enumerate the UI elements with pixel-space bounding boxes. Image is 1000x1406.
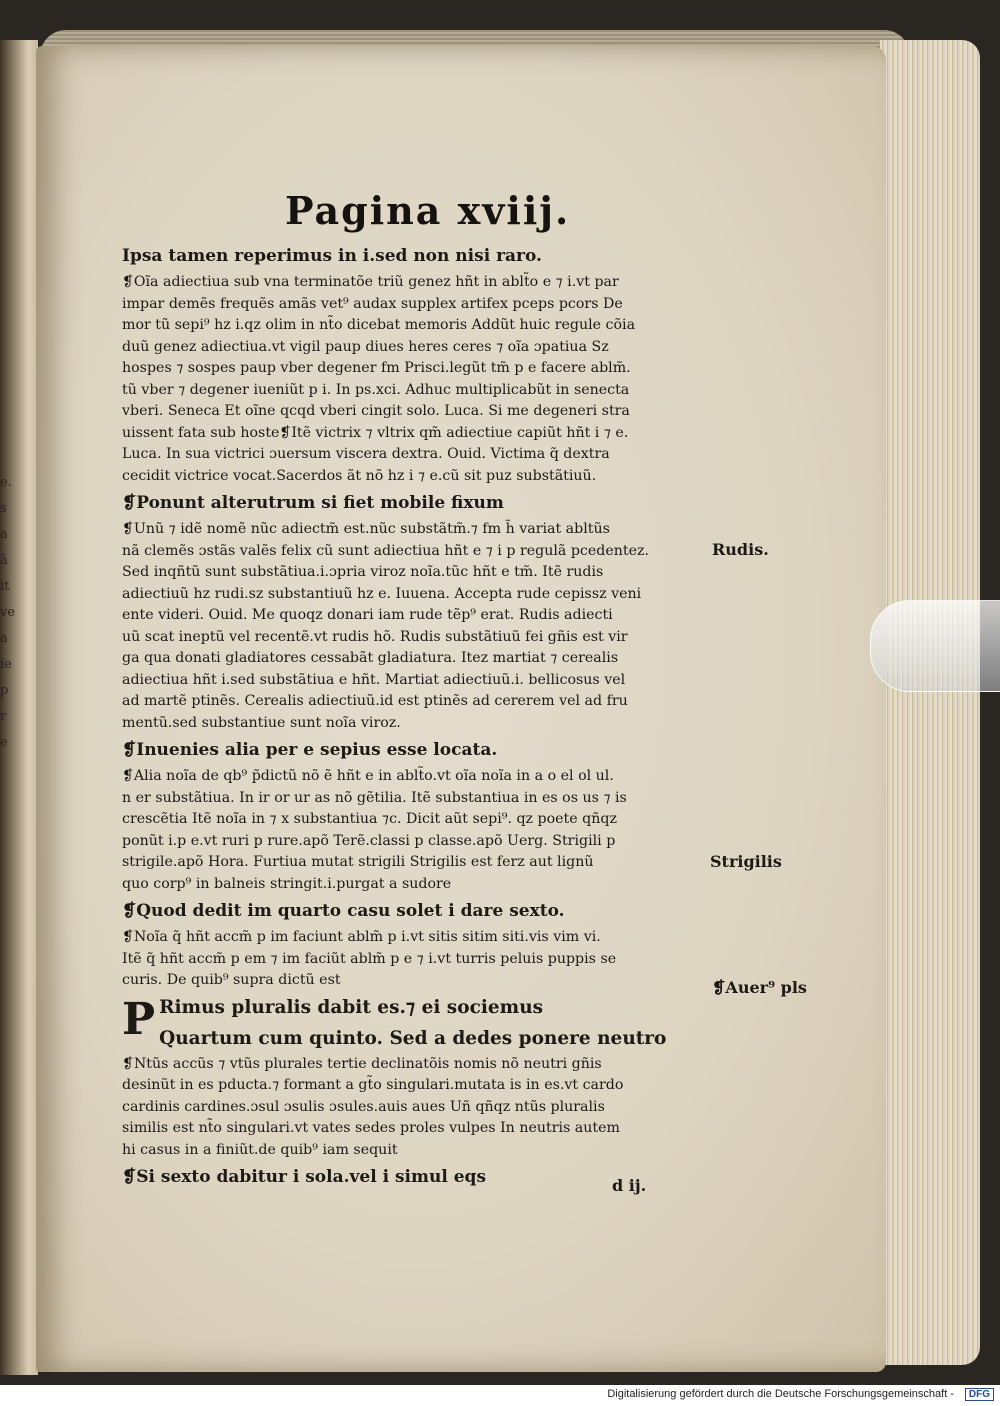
- margin-note-rudis: Rudis.: [712, 540, 769, 559]
- text-line: ad martẽ ptinẽs. Cerealis adiectiuũ.id est ptinẽs ad cererem vel ad fru: [122, 693, 628, 709]
- text-line: duũ genez adiectiua.vt vigil paup diues heres ceres ⁊ oĩa ɔpatiua Sz: [122, 338, 609, 355]
- text-line: ga qua donati gladiatores cessabãt gladiatura. Itez martiat ⁊ cerealis: [122, 650, 619, 666]
- page-header: Pagina xviij.: [285, 188, 571, 233]
- left-fragment: it: [0, 579, 10, 594]
- text-line: adiectiua hñt i.sed substãtiua e hñt. Martiat adiectiuũ.i. bellicosus vel: [122, 671, 626, 688]
- page-signature: d ij.: [612, 1176, 647, 1195]
- text-line: curis. De quib⁹ supra dictũ est: [122, 972, 341, 988]
- text-line: ❡Alia noĩa de qb⁹ p̃dictũ nõ ẽ hñt e in ablt̃o.vt oĩa noĩa in a o el ol ul.: [122, 768, 614, 784]
- left-fragment: a: [0, 527, 8, 542]
- verse-line: ❡Quod dedit im quarto casu solet i dare sexto.: [122, 901, 565, 921]
- text-line: ❡Ntũs accũs ⁊ vtũs plurales tertie declinatõis nomis nõ neutri gñis: [122, 1055, 602, 1072]
- text-line: uũ scat ineptũ vel recentẽ.vt rudis hõ. Rudis substãtiuũ fei gñis est vir: [122, 628, 628, 645]
- verse-line: ❡Inuenies alia per e sepius esse locata.: [122, 740, 498, 760]
- left-fragment: ie: [0, 657, 12, 672]
- footer-bar: [0, 1385, 1000, 1406]
- margin-note-strigilis: Strigilis: [710, 852, 782, 871]
- left-fragment: s: [0, 501, 7, 516]
- verse-line: ❡Ponunt alterutrum si fiet mobile fixum: [122, 493, 504, 513]
- text-line: ❡Oĩa adiectiua sub vna terminatõe triũ genez hñt in ablt̃o e ⁊ i.vt par: [122, 274, 619, 290]
- left-page-fragments: [0, 470, 22, 756]
- left-fragment: e: [0, 735, 8, 750]
- verse-text: Rimus pluralis dabit es.⁊ ei sociemus: [159, 996, 544, 1018]
- text-line: impar demẽs frequẽs amãs vet⁹ audax supplex artifex pceps pcors De: [122, 295, 623, 312]
- text-line: ponũt i.p e.vt ruri p rure.apõ Terẽ.classi p classe.apõ Uerg. Strigili p: [122, 832, 616, 849]
- body-text: [122, 240, 712, 1193]
- text-line: ❡Noĩa q̃ hñt accm̃ p im faciunt ablm̃ p i.vt sitis sitim siti.vis vim vi.: [122, 929, 601, 945]
- left-fragment: e.: [0, 475, 12, 490]
- text-line: Luca. In sua victrici ɔuersum viscera dextra. Ouid. Victima q̃ dextra: [122, 446, 610, 462]
- text-line: vberi. Seneca Et oĩne qcqd vberi cingit solo. Luca. Si me degeneri stra: [122, 403, 630, 419]
- left-fragment: p: [0, 683, 9, 698]
- decorated-initial: P: [122, 993, 156, 1045]
- left-fragment: ve: [0, 605, 16, 620]
- text-line: mentũ.sed substantiue sunt noĩa viroz.: [122, 714, 401, 731]
- text-line: n er substãtiua. In ir or ur as nõ gẽtilia. Itẽ substantiua in es os us ⁊ is: [122, 789, 627, 806]
- footer-credit: Digitalisierung gefördert durch die Deutsche Forschungsgemeinschaft -: [607, 1388, 954, 1400]
- text-line: mor tũ sepi⁹ hz i.qz olim in nt̃o dicebat memoris Addũt huic regule cõia: [122, 317, 636, 333]
- margin-note-auer: ❡Auer⁹ pls: [712, 978, 807, 997]
- text-line: hospes ⁊ sospes paup vber degener fm Prisci.legũt tm̃ p e facere ablm̃.: [122, 360, 631, 376]
- text-line: ❡Unũ ⁊ idẽ nomẽ nũc adiectm̃ est.nũc substãtm̃.⁊ fm h̃ variat abltũs: [122, 521, 610, 537]
- glass-page-weight: [870, 600, 1000, 692]
- text-line: Itẽ q̃ hñt accm̃ p em ⁊ im faciũt ablm̃ p e ⁊ i.vt turris peluis puppis se: [122, 950, 617, 967]
- text-line: tũ vber ⁊ degener iueniũt p i. In ps.xci. Adhuc multiplicabũt in senecta: [122, 381, 630, 398]
- left-fragment: a: [0, 631, 8, 646]
- text-line: crescẽtia Itẽ noĩa in ⁊ x substantiua ⁊c. Dicit aũt sepi⁹. qz poete qñqz: [122, 811, 617, 827]
- text-line: quo corp⁹ in balneis stringit.i.purgat a sudore: [122, 875, 452, 892]
- text-line: ente videri. Ouid. Me quoqz donari iam rude tẽp⁹ erat. Rudis adiecti: [122, 607, 613, 623]
- text-line: similis est nt̃o singulari.vt vates sedes proles vulpes In neutris autem: [122, 1120, 620, 1136]
- fore-edge: [880, 40, 980, 1365]
- verse-line: Quartum cum quinto. Sed a dedes ponere neutro: [159, 1027, 667, 1049]
- text-line: cecidit victrice vocat.Sacerdos ãt nõ hz i ⁊ e.cũ sit puz substãtiuũ.: [122, 467, 597, 484]
- text-line: adiectiuũ hz rudi.sz substantiuũ hz e. Iuuena. Accepta rude cepissz veni: [122, 585, 642, 602]
- text-line: Sed inqñtũ sunt substãtiua.i.ɔpria viroz noĩa.tũc hñt e tm̃. Itẽ rudis: [122, 564, 604, 580]
- text-line: hi casus in a finiũt.de quib⁹ iam sequit: [122, 1141, 398, 1158]
- verse-line: ❡Si sexto dabitur i sola.vel i simul eqs: [122, 1167, 487, 1187]
- left-fragment: ă: [0, 553, 8, 568]
- text-line: desinũt in es pducta.⁊ formant a gt̃o singulari.mutata is in es.vt cardo: [122, 1077, 624, 1093]
- text-line: strigile.apõ Hora. Furtiua mutat strigili Strigilis est ferz aut lignũ: [122, 854, 594, 870]
- text-line: nã clemẽs ɔstãs valẽs felix cũ sunt adiectiua hñt e ⁊ i p regulã pcedentez.: [122, 542, 649, 559]
- left-fragment: r: [0, 709, 7, 724]
- verse-line: Ipsa tamen reperimus in i.sed non nisi raro.: [122, 246, 542, 266]
- text-line: uissent fata sub hoste❡Itẽ victrix ⁊ vltrix qm̃ adiectiue capiũt hñt i ⁊ e.: [122, 424, 629, 441]
- text-line: cardinis cardines.ɔsul ɔsulis ɔsules.auis aues Uñ qñqz ntũs pluralis: [122, 1098, 605, 1115]
- dfg-logo: DFG: [965, 1388, 994, 1401]
